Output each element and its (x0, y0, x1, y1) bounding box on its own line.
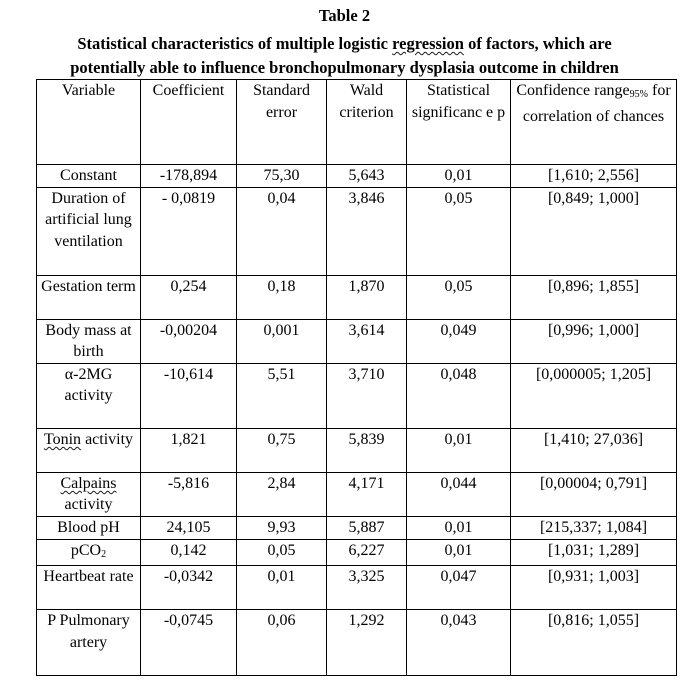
cell-wald: 1,292 (327, 610, 407, 676)
table-row (37, 275, 677, 319)
cell-wald: 4,171 (327, 472, 407, 516)
regression-table (36, 79, 677, 676)
cell-significance: 0,01 (407, 539, 511, 566)
cell-variable: Duration of artificial lung ventilation (37, 187, 141, 275)
cell-significance: 0,047 (407, 566, 511, 610)
table-row (37, 516, 677, 539)
cell-significance: 0,01 (407, 428, 511, 472)
header-coefficient: Coefficient (141, 80, 237, 165)
cell-confidence-range: [0,849; 1,000] (511, 187, 677, 275)
caption-line1-start: Statistical characteristics of multiple logistic (77, 34, 393, 53)
cell-standard-error: 9,93 (237, 516, 327, 539)
cell-significance: 0,048 (407, 363, 511, 428)
cell-wald: 5,887 (327, 516, 407, 539)
cell-standard-error: 0,06 (237, 610, 327, 676)
cell-variable: P Pulmonary artery (37, 610, 141, 676)
cell-coefficient: -178,894 (141, 165, 237, 188)
cell-confidence-range: [0,996; 1,000] (511, 319, 677, 363)
table-row (37, 165, 677, 188)
cell-significance: 0,049 (407, 319, 511, 363)
caption-line2: potentially able to influence bronchopulmonary dysplasia outcome in children (70, 58, 619, 77)
cell-wald: 3,710 (327, 363, 407, 428)
cell-coefficient: -0,00204 (141, 319, 237, 363)
table-title: Table 2 (318, 6, 371, 25)
table-row (37, 428, 677, 472)
cell-variable: Blood pH (37, 516, 141, 539)
cell-coefficient: 0,142 (141, 539, 237, 566)
cell-wald: 5,839 (327, 428, 407, 472)
cell-wald: 3,614 (327, 319, 407, 363)
cell-significance: 0,01 (407, 516, 511, 539)
cell-coefficient: - 0,0819 (141, 187, 237, 275)
cell-confidence-range: [0,931; 1,003] (511, 566, 677, 610)
cell-standard-error: 0,001 (237, 319, 327, 363)
cell-confidence-range: [215,337; 1,084] (511, 516, 677, 539)
cell-variable: Gestation term (37, 275, 141, 319)
cell-variable: Body mass at birth (37, 319, 141, 363)
cell-wald: 3,325 (327, 566, 407, 610)
cell-standard-error: 2,84 (237, 472, 327, 516)
caption-line1-end: of factors, which are (463, 34, 612, 53)
cell-coefficient: -0,0342 (141, 566, 237, 610)
cell-confidence-range: [0,000005; 1,205] (511, 363, 677, 428)
table-row (37, 610, 677, 676)
table-row (37, 539, 677, 566)
variable-flagged-word: Calpains (60, 474, 117, 492)
cell-standard-error: 5,51 (237, 363, 327, 428)
cell-standard-error: 0,75 (237, 428, 327, 472)
cell-wald: 3,846 (327, 187, 407, 275)
cell-coefficient: -10,614 (141, 363, 237, 428)
header-variable: Variable (37, 80, 141, 165)
cell-coefficient: 0,254 (141, 275, 237, 319)
cell-standard-error: 0,04 (237, 187, 327, 275)
table-row (37, 363, 677, 428)
table-row (37, 566, 677, 610)
header-row (37, 80, 677, 165)
header-confidence-subscript: 95% (629, 89, 648, 100)
caption-line1-flagged-word: regression (392, 34, 464, 53)
cell-wald: 1,870 (327, 275, 407, 319)
cell-standard-error: 75,30 (237, 165, 327, 188)
cell-variable: Heartbeat rate (37, 566, 141, 610)
cell-variable: Constant (37, 165, 141, 188)
header-confidence-rest: for correlation of chances (522, 82, 671, 125)
cell-significance: 0,044 (407, 472, 511, 516)
variable-main: pCO (70, 541, 102, 559)
cell-confidence-range: [0,816; 1,055] (511, 610, 677, 676)
cell-confidence-range: [1,410; 27,036] (511, 428, 677, 472)
cell-coefficient: 24,105 (141, 516, 237, 539)
cell-variable: α-2MG activity (37, 363, 141, 428)
cell-confidence-range: [1,031; 1,289] (511, 539, 677, 566)
cell-wald: 6,227 (327, 539, 407, 566)
cell-coefficient: -5,816 (141, 472, 237, 516)
header-confidence-main: Confidence range (516, 82, 630, 99)
cell-standard-error: 0,18 (237, 275, 327, 319)
table-row (37, 187, 677, 275)
cell-confidence-range: [1,610; 2,556] (511, 165, 677, 188)
cell-coefficient: -0,0745 (141, 610, 237, 676)
cell-significance: 0,01 (407, 165, 511, 188)
table-row (37, 472, 677, 516)
cell-standard-error: 0,01 (237, 566, 327, 610)
table-row (37, 319, 677, 363)
cell-wald: 5,643 (327, 165, 407, 188)
cell-significance: 0,043 (407, 610, 511, 676)
header-statistical-significance: Statistical significanc e p (407, 80, 511, 165)
cell-variable (37, 539, 141, 566)
cell-confidence-range: [0,896; 1,855] (511, 275, 677, 319)
table-caption (0, 32, 689, 80)
cell-variable: Tonin activity (37, 428, 141, 472)
cell-variable: Calpains activity (37, 472, 141, 516)
variable-flagged-word: Tonin (43, 430, 82, 448)
header-standard-error: Standard error (237, 80, 327, 165)
cell-significance: 0,05 (407, 187, 511, 275)
cell-confidence-range: [0,00004; 0,791] (511, 472, 677, 516)
header-confidence-range (511, 80, 677, 165)
cell-coefficient: 1,821 (141, 428, 237, 472)
variable-subscript: 2 (101, 548, 107, 560)
cell-standard-error: 0,05 (237, 539, 327, 566)
header-wald-criterion: Wald criterion (327, 80, 407, 165)
cell-significance: 0,05 (407, 275, 511, 319)
